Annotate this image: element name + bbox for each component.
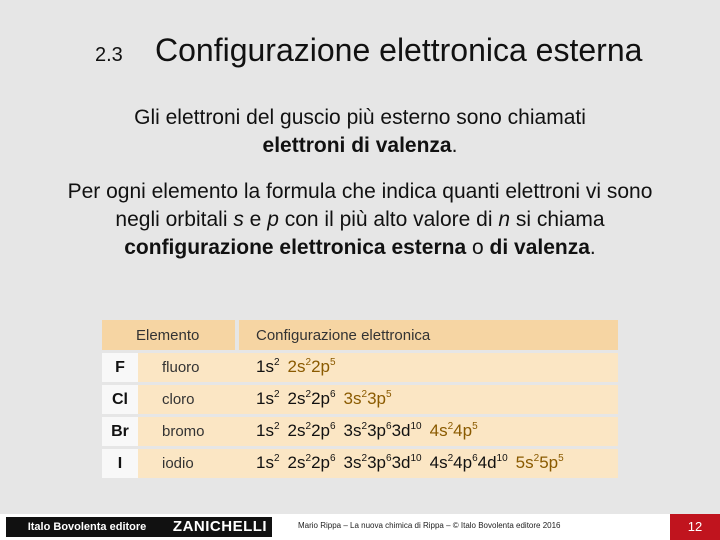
orbital-term: 3d <box>391 421 411 440</box>
orbital-exponent: 2 <box>305 357 312 368</box>
orbital-term: 4p <box>453 453 473 472</box>
p2-text-1: Per ogni elemento la formula che indica quanti elettroni vi sono negli orbitali <box>67 180 653 231</box>
orbital-exponent: 6 <box>386 453 392 464</box>
orbital-exponent: 2 <box>305 453 312 464</box>
orbital-term: 2s <box>287 421 306 440</box>
header-element: Elemento <box>136 327 200 344</box>
p2-text-3: si chiama <box>510 208 605 231</box>
table-row <box>102 417 618 446</box>
p2-end: . <box>589 236 596 259</box>
orbital-exponent: 6 <box>329 389 336 400</box>
publisher-logo-bovolenta: Italo Bovolenta editore <box>6 517 168 537</box>
orbital-term: 2p <box>311 421 330 440</box>
element-symbol: Cl <box>102 385 138 414</box>
paragraph1-text: Gli elettroni del guscio più esterno sono chiamati <box>134 106 586 129</box>
orbital-term: 3s <box>343 453 362 472</box>
orbital-exponent: 2 <box>361 389 368 400</box>
table-row <box>102 449 618 478</box>
orbital-exponent: 10 <box>410 421 422 432</box>
orbital-exponent: 2 <box>361 453 368 464</box>
page-number: 12 <box>670 514 720 540</box>
orbital-exponent: 10 <box>496 453 508 464</box>
orbital-exponent: 2 <box>305 421 312 432</box>
element-name: bromo <box>162 423 205 440</box>
orbital-term: 2s <box>287 453 306 472</box>
orbital-exponent: 5 <box>558 453 564 464</box>
orbital-term: 2s <box>287 357 306 376</box>
orbital-exponent: 2 <box>447 453 454 464</box>
orbital-term: 4p <box>453 421 473 440</box>
orbital-term: 2s <box>287 389 306 408</box>
header-configuration: Configurazione elettronica <box>256 327 431 344</box>
orbital-term: 3p <box>367 389 386 408</box>
section-number: 2.3 <box>95 44 123 66</box>
orbital-term: 2p <box>311 453 330 472</box>
electron-configuration <box>256 389 392 409</box>
orbital-term: 3s <box>343 389 362 408</box>
orbital-term: 3p <box>367 421 386 440</box>
title-text: Configurazione elettronica esterna <box>155 32 643 68</box>
orbital-exponent: 2 <box>305 389 312 400</box>
publisher-logo-zanichelli: ZANICHELLI <box>168 517 272 537</box>
paragraph1-bold-term: elettroni di valenza <box>262 134 452 157</box>
orbital-term: 2p <box>311 357 330 376</box>
p2-o: o <box>466 236 490 259</box>
paragraph-configuration <box>60 178 660 262</box>
orbital-term: 2p <box>311 389 330 408</box>
orbital-exponent: 2 <box>447 421 454 432</box>
element-name: cloro <box>162 391 195 408</box>
orbital-exponent: 2 <box>273 389 280 400</box>
orbital-exponent: 6 <box>472 453 478 464</box>
element-symbol: F <box>102 353 138 382</box>
orbital-exponent: 5 <box>472 421 478 432</box>
p2-bold-2: di valenza <box>489 236 590 259</box>
orbital-exponent: 10 <box>410 453 422 464</box>
p2-p: p <box>267 208 279 231</box>
orbital-term: 1s <box>256 453 274 472</box>
electron-configuration <box>256 357 336 377</box>
orbital-term: 3s <box>343 421 362 440</box>
configuration-table <box>102 320 618 478</box>
orbital-exponent: 5 <box>329 357 336 368</box>
table-body <box>102 353 618 478</box>
paragraph1-end: . <box>451 134 458 157</box>
paragraph-valence <box>60 104 660 160</box>
orbital-term: 4s <box>429 453 448 472</box>
orbital-exponent: 2 <box>273 453 280 464</box>
table-header <box>102 320 618 350</box>
p2-n: n <box>498 208 511 231</box>
orbital-term: 1s <box>256 389 274 408</box>
orbital-term: 4d <box>477 453 497 472</box>
orbital-term: 5s <box>515 453 534 472</box>
orbital-exponent: 2 <box>361 421 368 432</box>
orbital-term: 5p <box>539 453 559 472</box>
electron-configuration <box>256 421 478 441</box>
element-name: fluoro <box>162 359 200 376</box>
orbital-exponent: 6 <box>329 421 336 432</box>
footer <box>0 514 720 540</box>
orbital-exponent: 2 <box>533 453 540 464</box>
element-name: iodio <box>162 455 194 472</box>
orbital-exponent: 6 <box>386 421 392 432</box>
orbital-exponent: 2 <box>273 357 280 368</box>
table-row <box>102 353 618 382</box>
orbital-term: 1s <box>256 421 274 440</box>
footer-credit: Mario Rippa – La nuova chimica di Rippa – © Italo Bovolenta editore 2016 <box>298 521 561 530</box>
electron-configuration <box>256 453 564 473</box>
p2-text-2: con il più alto valore di <box>278 208 499 231</box>
p2-s: s <box>233 208 244 231</box>
orbital-term: 1s <box>256 357 274 376</box>
header-divider <box>235 320 239 350</box>
p2-bold-1: configurazione elettronica esterna <box>124 236 467 259</box>
orbital-term: 3p <box>367 453 386 472</box>
orbital-term: 4s <box>429 421 448 440</box>
p2-e: e <box>243 208 268 231</box>
orbital-exponent: 5 <box>386 389 392 400</box>
orbital-exponent: 2 <box>273 421 280 432</box>
table-row <box>102 385 618 414</box>
orbital-term: 3d <box>391 453 411 472</box>
slide-title <box>0 30 720 76</box>
element-symbol: I <box>102 449 138 478</box>
orbital-exponent: 6 <box>329 453 336 464</box>
element-symbol: Br <box>102 417 138 446</box>
